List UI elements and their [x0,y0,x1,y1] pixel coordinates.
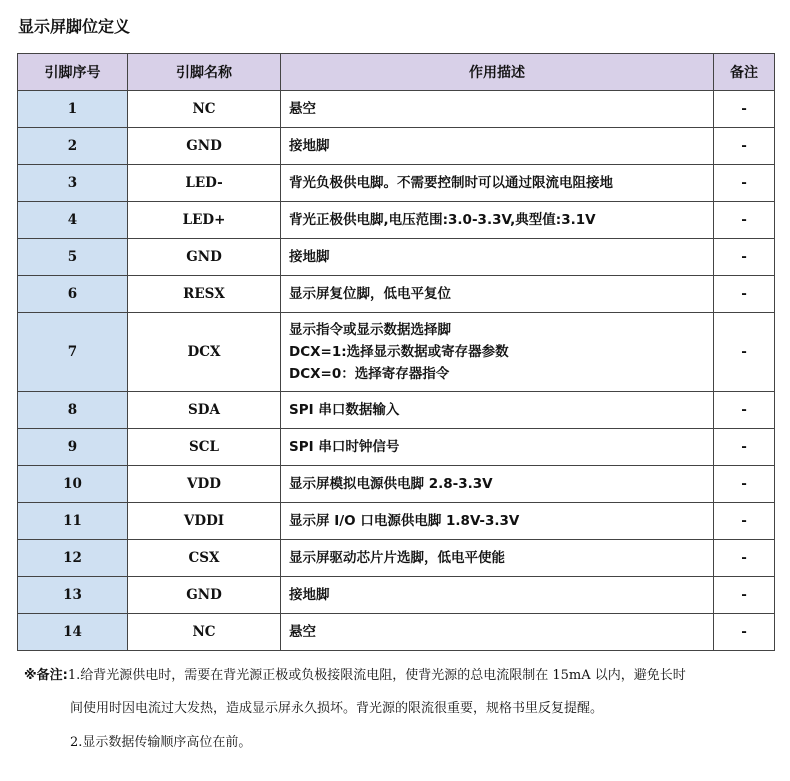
table-row [18,165,775,202]
page-title: 显示屏脚位定义 [18,17,131,36]
function-cell [281,577,714,614]
function-line: 显示屏 I/O 口电源供电脚 1.8V-3.3V [289,513,520,529]
function-line: DCX=0：选择寄存器指令 [289,366,450,382]
remark-cell: - [714,276,775,313]
function-line: 悬空 [289,624,316,640]
header-pin-name: 引脚名称 [128,54,281,91]
function-line: SPI 串口数据输入 [289,402,400,418]
pin-number-cell: 1 [18,91,128,128]
function-line: DCX=1:选择显示数据或寄存器参数 [289,344,509,360]
table-row [18,276,775,313]
pin-number-cell: 7 [18,313,128,392]
function-line: 显示屏模拟电源供电脚 2.8-3.3V [289,476,493,492]
pin-name-cell: LED+ [128,202,281,239]
pin-definition-table [17,53,775,651]
function-line: SPI 串口时钟信号 [289,439,400,455]
table-row [18,128,775,165]
function-line: 背光正极供电脚,电压范围:3.0-3.3V,典型值:3.1V [289,212,596,228]
pin-name-cell: LED- [128,165,281,202]
table-row [18,540,775,577]
pin-number-cell: 11 [18,503,128,540]
pin-name-cell: RESX [128,276,281,313]
function-cell [281,202,714,239]
function-cell [281,614,714,651]
pin-name-cell: VDDI [128,503,281,540]
remark-cell: - [714,540,775,577]
pin-number-cell: 10 [18,466,128,503]
remark-cell: - [714,466,775,503]
table-row [18,313,775,392]
function-cell [281,128,714,165]
pin-name-cell: GND [128,577,281,614]
function-cell [281,165,714,202]
pin-number-cell: 9 [18,429,128,466]
pin-name-cell: CSX [128,540,281,577]
table-row [18,429,775,466]
note-line-1 [24,664,686,683]
pin-name-cell: GND [128,239,281,276]
function-cell [281,540,714,577]
table-header-row [18,54,775,91]
pin-number-cell: 2 [18,128,128,165]
remark-cell: - [714,392,775,429]
remark-cell: - [714,239,775,276]
function-cell [281,239,714,276]
pin-number-cell: 8 [18,392,128,429]
note-label: ※备注: [24,668,68,683]
function-line: 显示屏复位脚，低电平复位 [289,286,451,302]
remark-cell: - [714,577,775,614]
table-row [18,392,775,429]
function-cell [281,392,714,429]
function-cell [281,313,714,392]
table-row [18,577,775,614]
function-line: 背光负极供电脚。不需要控制时可以通过限流电阻接地 [289,175,613,191]
function-line: 悬空 [289,101,316,117]
pin-name-cell: GND [128,128,281,165]
remark-cell: - [714,614,775,651]
function-cell [281,503,714,540]
header-remark: 备注 [714,54,775,91]
pin-name-cell: NC [128,614,281,651]
function-cell [281,466,714,503]
pin-number-cell: 6 [18,276,128,313]
function-line: 接地脚 [289,138,330,154]
table-row [18,466,775,503]
pin-number-cell: 5 [18,239,128,276]
table-row [18,91,775,128]
pin-name-cell: SDA [128,392,281,429]
function-line: 接地脚 [289,249,330,265]
function-line: 显示指令或显示数据选择脚 [289,322,451,338]
remark-cell: - [714,202,775,239]
function-line: 显示屏驱动芯片片选脚，低电平使能 [289,550,505,566]
table-row [18,614,775,651]
function-cell [281,91,714,128]
table-row [18,503,775,540]
remark-cell: - [714,313,775,392]
table-row [18,202,775,239]
note-line-2: 间使用时因电流过大发热，造成显示屏永久损坏。背光源的限流很重要，规格书里反复提醒。 [70,701,604,716]
pin-name-cell: NC [128,91,281,128]
pin-name-cell: VDD [128,466,281,503]
pin-number-cell: 14 [18,614,128,651]
remark-cell: - [714,503,775,540]
pin-number-cell: 12 [18,540,128,577]
remark-cell: - [714,128,775,165]
function-cell [281,429,714,466]
pin-number-cell: 13 [18,577,128,614]
pin-number-cell: 3 [18,165,128,202]
remark-cell: - [714,429,775,466]
remark-cell: - [714,91,775,128]
function-cell [281,276,714,313]
pin-number-cell: 4 [18,202,128,239]
table-row [18,239,775,276]
header-function: 作用描述 [281,54,714,91]
function-line: 接地脚 [289,587,330,603]
pin-name-cell: DCX [128,313,281,392]
note-line-3: 2.显示数据传输顺序高位在前。 [70,735,252,750]
note-text-1: 1.给背光源供电时，需要在背光源正极或负极接限流电阻，使背光源的总电流限制在 15mA 以内，避免长时 [67,668,686,683]
pin-name-cell: SCL [128,429,281,466]
remark-cell: - [714,165,775,202]
header-pin-number: 引脚序号 [18,54,128,91]
